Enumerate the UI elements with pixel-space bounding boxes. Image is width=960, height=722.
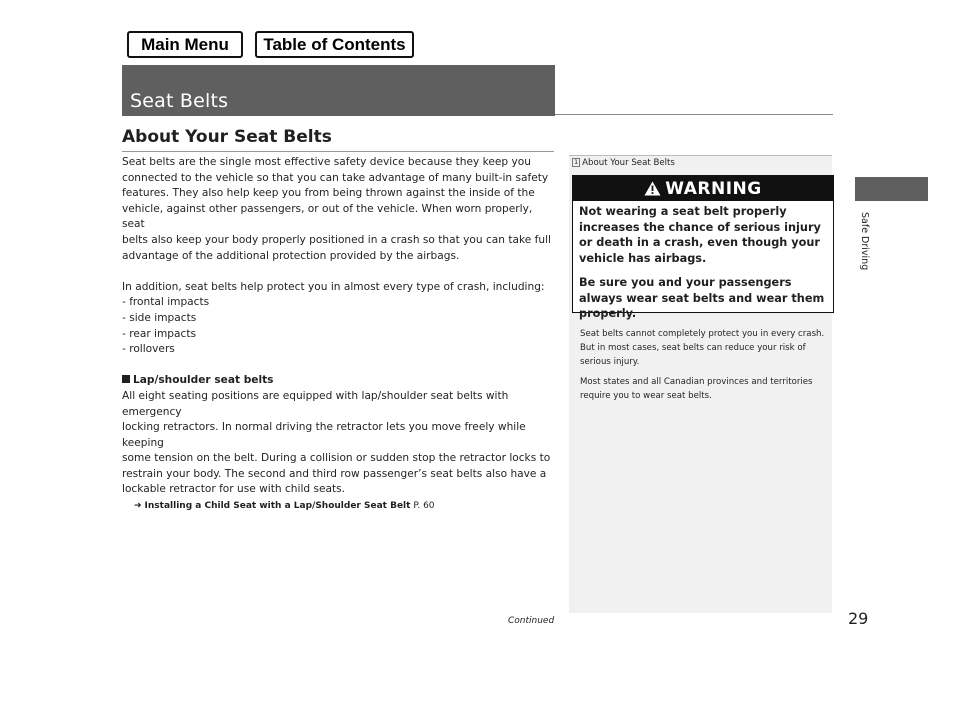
warning-triangle-icon (644, 181, 661, 196)
page-number: 29 (848, 609, 869, 628)
warning-text (579, 204, 827, 322)
sidebar-paragraph: Seat belts cannot completely protect you in every crash. But in most cases, seat belts can reduce your risk of serious injury. (580, 329, 825, 367)
table-of-contents-button[interactable]: Table of Contents (255, 31, 414, 58)
crash-type-item: - rear impacts (122, 327, 197, 340)
cross-reference-link[interactable] (122, 499, 558, 513)
crash-type-item: - side impacts (122, 311, 197, 324)
intro-line: vehicle, against other passengers, or out of the vehicle. When worn properly, seat (122, 202, 533, 231)
chapter-tab (855, 177, 928, 201)
lap-line: All eight seating positions are equipped with lap/shoulder seat belts with emergency (122, 389, 509, 418)
sidebar-paragraph: Most states and all Canadian provinces and territories require you to wear seat belts. (580, 377, 813, 402)
square-bullet-icon (122, 375, 130, 383)
cross-reference-page: P. 60 (413, 501, 435, 512)
crash-type-item: - frontal impacts (122, 296, 210, 309)
intro-line: features. They also help keep you from being thrown against the inside of the (122, 187, 535, 200)
warning-header (573, 176, 833, 201)
lap-line: lockable retractor for use with child seats. (122, 483, 346, 496)
lap-line: some tension on the belt. During a collision or sudden stop the retractor locks to (122, 452, 551, 465)
crash-intro: In addition, seat belts help protect you in almost every type of crash, including: (122, 280, 545, 293)
intro-line: belts also keep your body properly positioned in a crash so that you can take full (122, 233, 551, 246)
section-title: Seat Belts (130, 90, 229, 112)
main-content (122, 155, 558, 513)
section-title-bar (122, 65, 555, 116)
warning-line: Be sure you and your passengers always wear seat belts and wear them properly. (579, 276, 825, 320)
main-menu-button[interactable]: Main Menu (127, 31, 243, 58)
lap-line: locking retractors. In normal driving the retractor lets you move freely while keeping (122, 421, 526, 449)
sidebar-note-title: 1 About Your Seat Belts (574, 158, 675, 168)
subheading: Lap/shoulder seat belts (122, 373, 558, 389)
sidebar-divider (569, 155, 832, 156)
title-divider (555, 114, 833, 115)
page-heading: About Your Seat Belts (122, 127, 332, 147)
chapter-tab-label: Safe Driving (859, 212, 870, 271)
intro-line: Seat belts are the single most effective safety device because they keep you (122, 156, 531, 168)
warning-box (572, 175, 834, 320)
sidebar-text (580, 328, 825, 404)
intro-line: advantage of the additional protection provided by the airbags. (122, 249, 460, 262)
cross-reference-arrow-icon: ➜ (134, 501, 142, 512)
continued-label: Continued (508, 616, 555, 626)
heading-divider (122, 151, 554, 152)
warning-label: WARNING (665, 178, 762, 199)
cross-reference-title: Installing a Child Seat with a Lap/Shoulder Seat Belt (144, 501, 411, 512)
note-number-badge: 1 (574, 158, 579, 166)
crash-type-item: - rollovers (122, 343, 175, 356)
warning-line: Not wearing a seat belt properly increases the chance of serious injury or death in a crash, even though your vehicle has airbags. (579, 205, 821, 265)
lap-line: restrain your body. The second and third row passenger’s seat belts also have a (122, 467, 547, 480)
intro-line: connected to the vehicle so that you can take advantage of many built-in safety (122, 171, 549, 184)
